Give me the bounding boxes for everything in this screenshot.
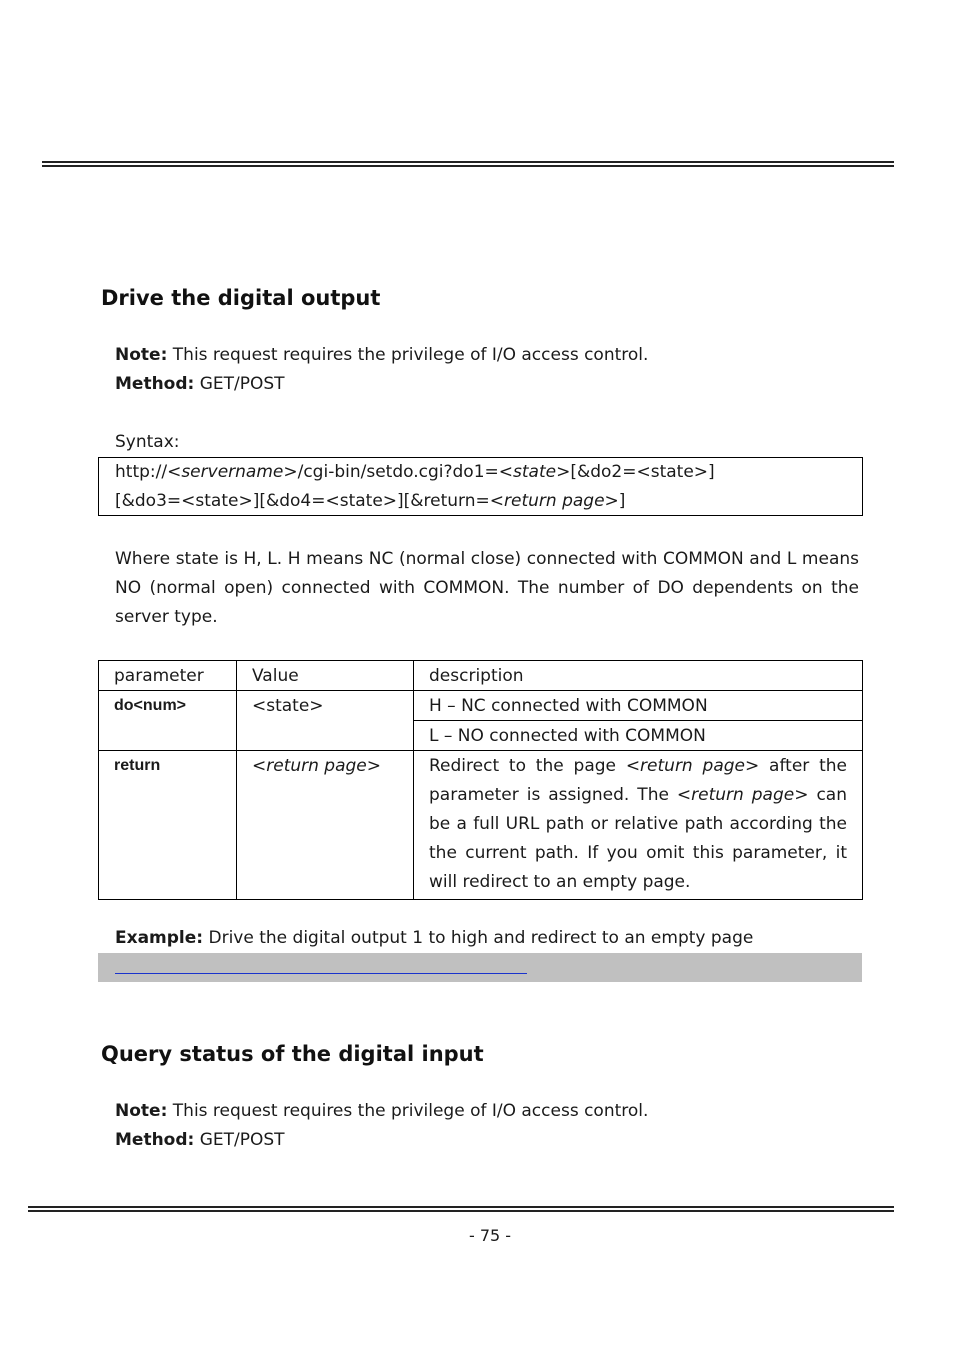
param-description — [414, 751, 863, 900]
desc-return-page: <return page> — [625, 756, 760, 776]
page-number: - 75 - — [468, 1226, 512, 1245]
param-description: H – NC connected with COMMON — [414, 691, 863, 721]
syntax-return-page: return page — [504, 491, 605, 511]
method-line — [115, 374, 285, 394]
syntax-text: http://< — [115, 462, 182, 482]
table-header-row — [99, 661, 863, 691]
table-row — [99, 751, 863, 900]
syntax-text: >/cgi-bin/setdo.cgi?do1=< — [283, 462, 514, 482]
footer-rule — [28, 1206, 894, 1212]
syntax-text: >] — [604, 491, 626, 511]
table-row — [99, 691, 863, 721]
section-heading-drive-digital-output: Drive the digital output — [101, 286, 381, 310]
method-label: Method: — [115, 1130, 195, 1150]
method-label: Method: — [115, 374, 195, 394]
method-line — [115, 1130, 285, 1150]
param-value-text: <return page> — [252, 756, 382, 776]
example-url-link[interactable] — [115, 973, 527, 974]
syntax-line-1 — [115, 462, 715, 482]
syntax-text: >[&do2=<state>] — [556, 462, 715, 482]
syntax-line-2 — [115, 491, 625, 511]
note-label: Note: — [115, 1101, 168, 1121]
syntax-state: state — [513, 462, 557, 482]
method-text: GET/POST — [199, 374, 285, 394]
desc-return-page: <return page> — [676, 785, 809, 805]
state-description: Where state is H, L. H means NC (normal close) connected with COMMON and L means NO (normal open) connected with COMMON. The number of DO dependents on the server type. — [115, 549, 859, 627]
syntax-text: [&do3=<state>][&do4=<state>][&return=< — [115, 491, 505, 511]
example-label: Example: — [115, 928, 204, 948]
header-rule — [42, 161, 894, 167]
note-line — [115, 345, 648, 365]
param-name: return — [99, 751, 237, 900]
note-text: This request requires the privilege of I/O access control. — [172, 1101, 649, 1121]
method-text: GET/POST — [199, 1130, 285, 1150]
desc-text: Redirect to the page — [429, 756, 626, 776]
example-text: Drive the digital output 1 to high and redirect to an empty page — [208, 928, 754, 948]
param-description: L – NO connected with COMMON — [414, 721, 863, 751]
header-value: Value — [237, 661, 414, 691]
note-line — [115, 1101, 648, 1121]
section-heading-query-digital-input: Query status of the digital input — [101, 1042, 484, 1066]
param-name: do<num> — [99, 691, 237, 751]
desc-text: after the parameter is assigned. The — [429, 756, 847, 805]
syntax-box — [98, 457, 863, 516]
note-text: This request requires the privilege of I/O access control. — [172, 345, 649, 365]
param-value: <state> — [237, 691, 414, 751]
note-label: Note: — [115, 345, 168, 365]
syntax-label: Syntax: — [115, 432, 180, 452]
example-code-box — [98, 953, 862, 982]
param-value — [237, 751, 414, 900]
desc-text: can be a full URL path or relative path according the the current path. If you omit this parameter, it will redirect to an empty page. — [429, 785, 847, 892]
header-description: description — [414, 661, 863, 691]
parameter-table — [98, 660, 863, 900]
example-line — [115, 928, 753, 948]
syntax-servername: servername — [181, 462, 284, 482]
header-parameter: parameter — [99, 661, 237, 691]
